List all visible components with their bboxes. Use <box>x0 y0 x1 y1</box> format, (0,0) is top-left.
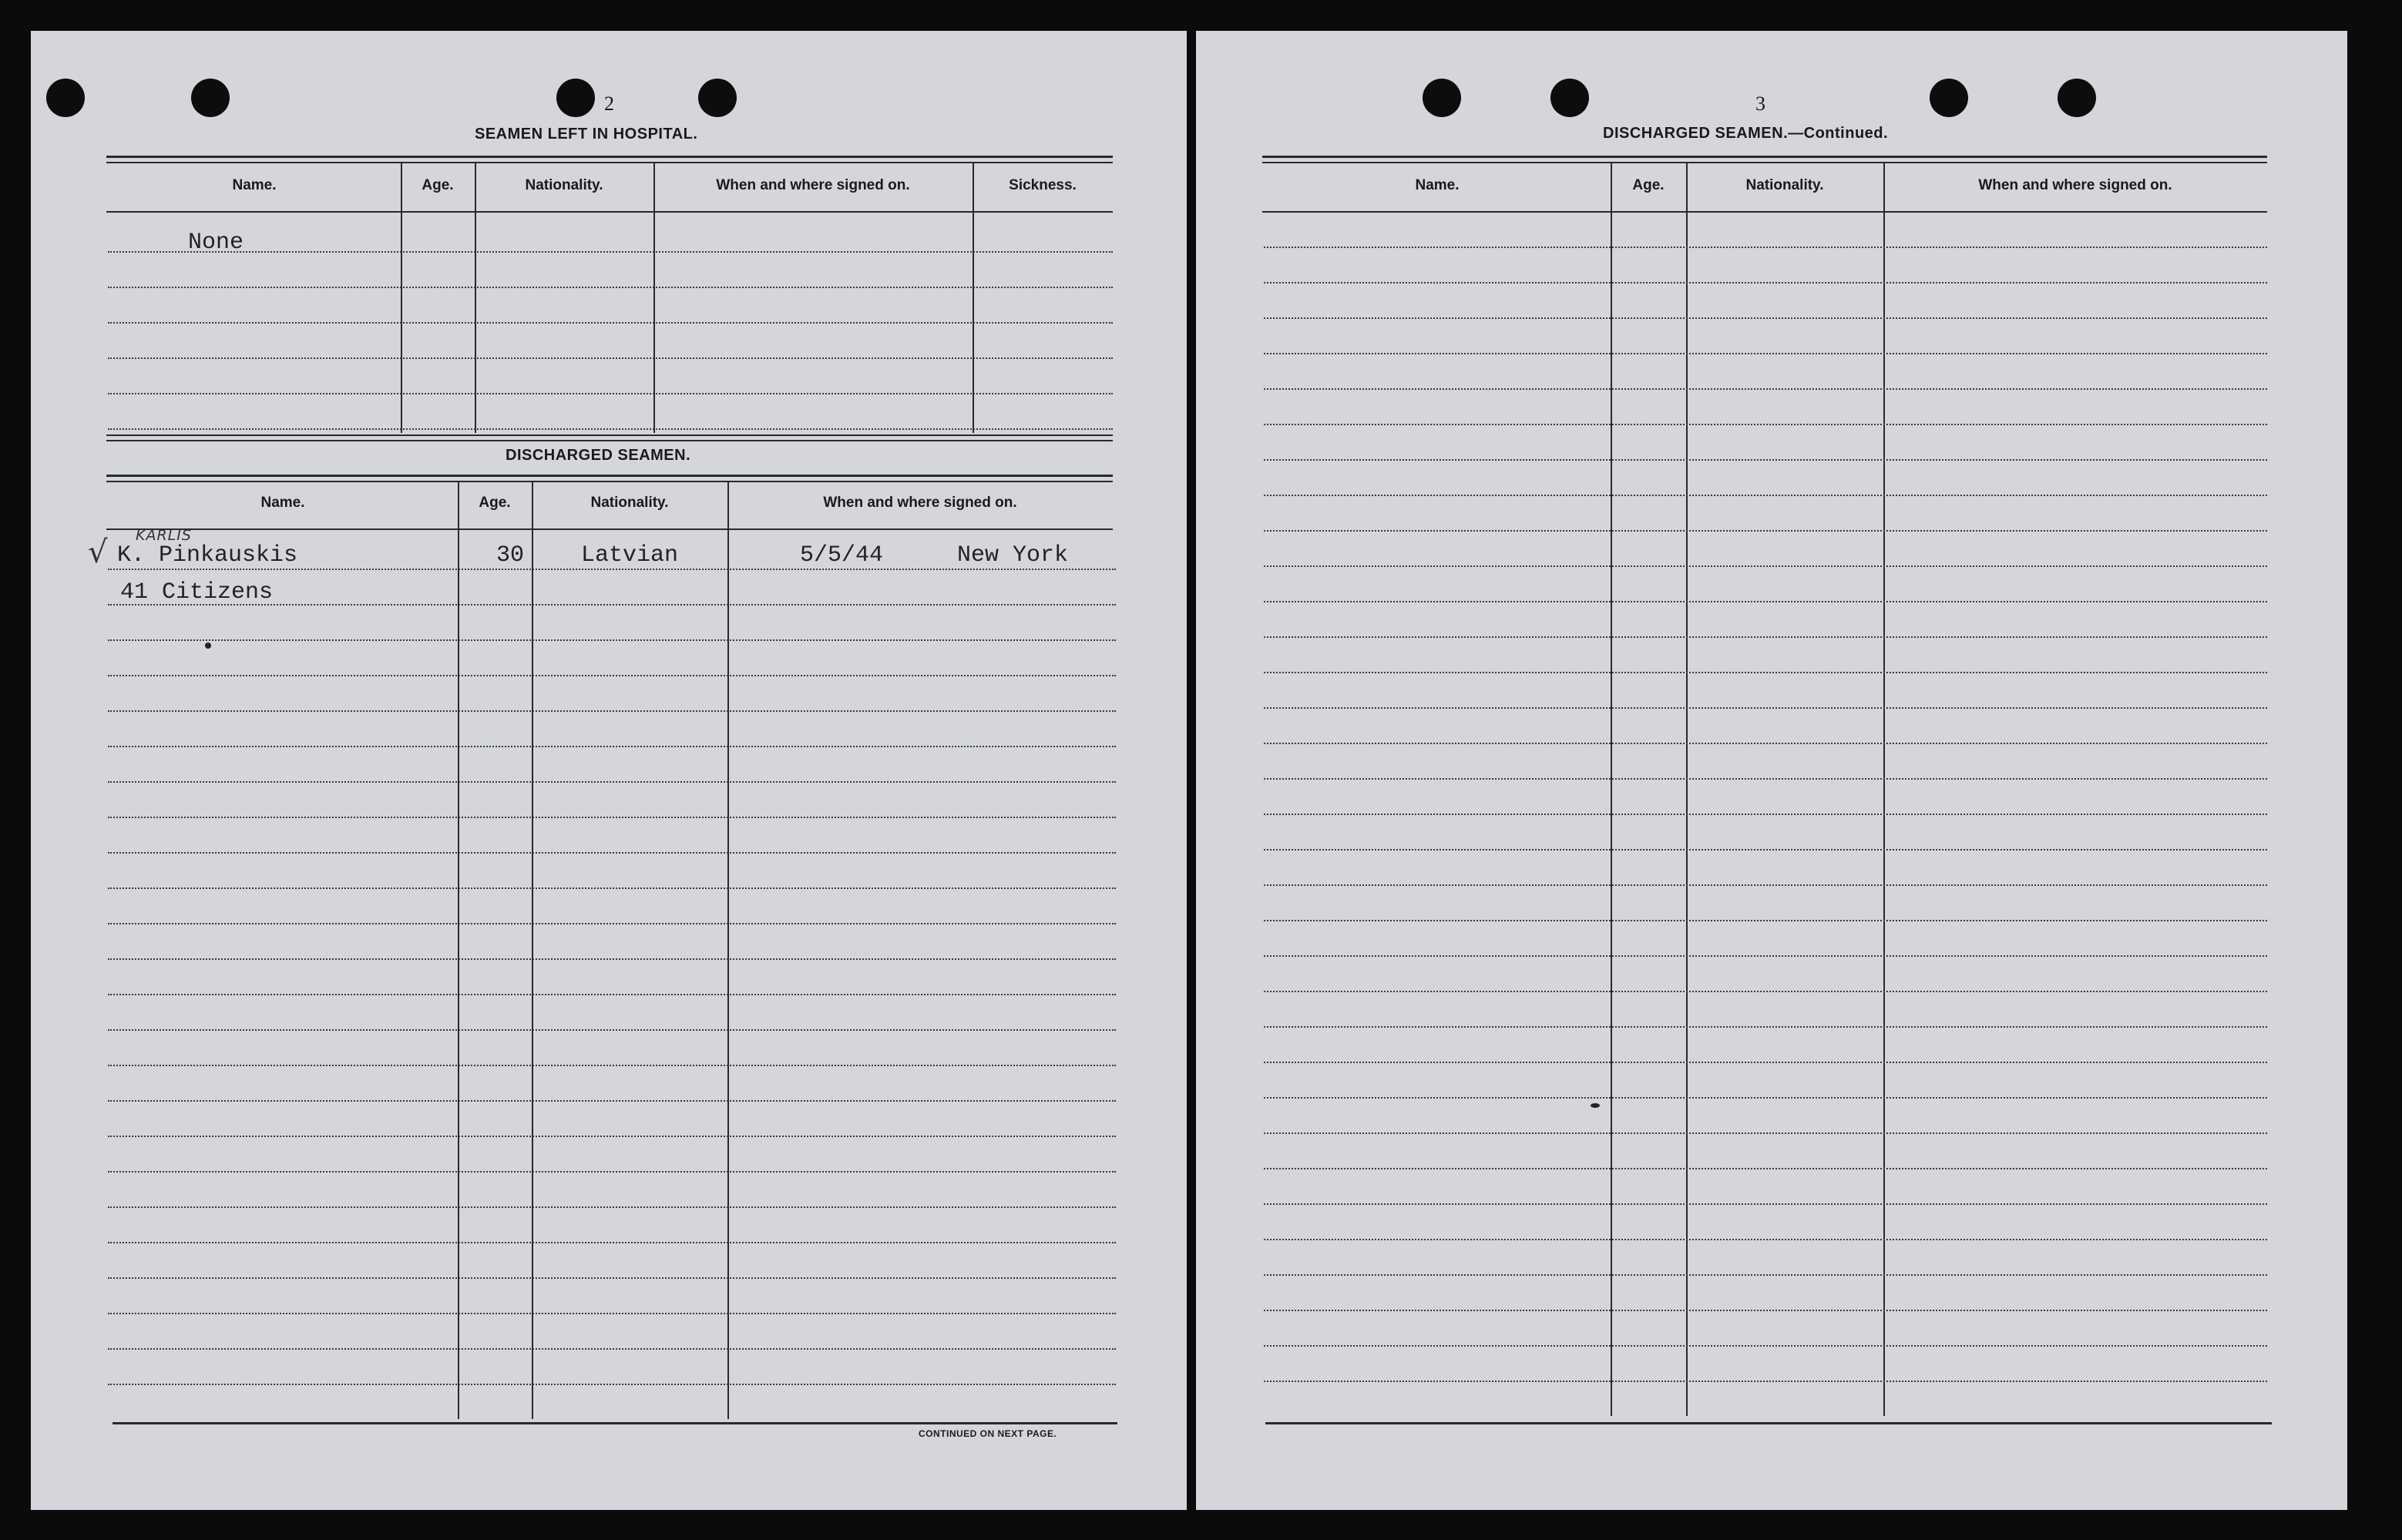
ruled-line <box>108 817 1116 818</box>
ruled-line <box>108 887 1116 889</box>
right-col-signed-on: When and where signed on. <box>1978 177 2172 193</box>
discharged-bottom-rule <box>113 1422 1117 1424</box>
hospital-entry-none: None <box>188 230 244 256</box>
hospital-col-signed-on: When and where signed on. <box>716 177 910 193</box>
ruled-line <box>108 428 1113 430</box>
ruled-line <box>108 675 1116 676</box>
hospital-col-name: Name. <box>232 177 277 193</box>
ruled-line <box>1264 317 2267 319</box>
column-divider <box>1611 163 1612 1416</box>
ruled-line <box>1264 1310 2267 1311</box>
ruled-line <box>1264 1345 2267 1347</box>
right-col-age: Age. <box>1632 177 1665 193</box>
discharged-continued-title: DISCHARGED SEAMEN.—Continued. <box>1603 125 1889 142</box>
ruled-line <box>108 393 1113 394</box>
ruled-line <box>108 923 1116 924</box>
ruled-line <box>108 958 1116 960</box>
ruled-line <box>108 994 1116 995</box>
column-divider <box>1883 163 1885 1416</box>
ruled-line <box>1264 565 2267 567</box>
ruled-line <box>1264 991 2267 992</box>
check-mark: √ <box>88 535 108 570</box>
ruled-line <box>1264 1097 2267 1099</box>
scan-speck <box>205 643 211 649</box>
punch-hole <box>1550 79 1589 117</box>
ruled-line <box>1264 920 2267 921</box>
ruled-line <box>108 287 1113 288</box>
discharged-top-rule-2 <box>106 481 1113 482</box>
hospital-bottom-rule-2 <box>106 440 1113 441</box>
ruled-line <box>108 1277 1116 1279</box>
punch-hole <box>556 79 595 117</box>
hospital-col-age: Age. <box>422 177 454 193</box>
ruled-line <box>1264 707 2267 709</box>
discharged-top-rule <box>106 475 1113 477</box>
right-col-nationality: Nationality. <box>1745 177 1824 193</box>
punch-hole <box>698 79 737 117</box>
ruled-line <box>1264 424 2267 425</box>
ruled-line <box>1264 1168 2267 1169</box>
ruled-line <box>1264 601 2267 602</box>
right-bottom-rule <box>1265 1422 2272 1424</box>
ruled-line <box>1264 247 2267 248</box>
ruled-line <box>108 1100 1116 1102</box>
ruled-line <box>1264 1274 2267 1276</box>
ruled-line <box>108 710 1116 712</box>
ruled-line <box>1264 1203 2267 1205</box>
ruled-line <box>108 639 1116 641</box>
punch-hole <box>2058 79 2096 117</box>
seaman-age: 30 <box>496 542 525 569</box>
hospital-header-rule <box>106 211 1113 213</box>
ruled-line <box>108 1206 1116 1208</box>
punch-hole <box>46 79 85 117</box>
ruled-line <box>108 251 1113 253</box>
ruled-line <box>108 1029 1116 1031</box>
continued-note: CONTINUED ON NEXT PAGE. <box>919 1428 1057 1439</box>
ruled-line <box>1264 778 2267 780</box>
seaman-name: K. Pinkauskis <box>117 542 298 569</box>
hospital-top-rule <box>106 156 1113 158</box>
ruled-line <box>1264 672 2267 673</box>
discharged-col-signed-on: When and where signed on. <box>823 495 1017 511</box>
ruled-line <box>108 1348 1116 1350</box>
page-number: 2 <box>604 92 614 115</box>
ruled-line <box>1264 636 2267 638</box>
ruled-line <box>1264 849 2267 851</box>
discharged-header-rule <box>106 528 1113 530</box>
scan-speck <box>1591 1103 1600 1108</box>
ruled-line <box>1264 1062 2267 1063</box>
ruled-line <box>108 1171 1116 1173</box>
ruled-line <box>1264 743 2267 744</box>
handwritten-first-name: KARLIS <box>136 527 192 544</box>
column-divider <box>1686 163 1688 1416</box>
ruled-line <box>1264 955 2267 957</box>
right-page <box>1196 31 2347 1510</box>
discharged-col-nationality: Nationality. <box>590 495 669 511</box>
seaman-nationality: Latvian <box>581 542 679 569</box>
punch-hole <box>191 79 230 117</box>
ruled-line <box>108 1384 1116 1385</box>
hospital-section-title: SEAMEN LEFT IN HOSPITAL. <box>475 126 698 143</box>
hospital-bottom-rule <box>106 434 1113 436</box>
seaman-signed-place: New York <box>957 542 1069 569</box>
ruled-line <box>108 1242 1116 1243</box>
ruled-line <box>1264 353 2267 354</box>
right-col-name: Name. <box>1415 177 1460 193</box>
right-top-rule-2 <box>1262 162 2267 163</box>
discharged-col-name: Name. <box>260 495 305 511</box>
hospital-top-rule-2 <box>106 162 1113 163</box>
ruled-line <box>108 569 1116 570</box>
ruled-line <box>108 1065 1116 1066</box>
ruled-line <box>1264 814 2267 815</box>
right-top-rule <box>1262 156 2267 158</box>
ruled-line <box>108 322 1113 324</box>
ruled-line <box>1264 530 2267 532</box>
discharged-col-age: Age. <box>479 495 511 511</box>
ruled-line <box>1264 495 2267 496</box>
hospital-col-sickness: Sickness. <box>1009 177 1077 193</box>
ruled-line <box>108 781 1116 783</box>
ruled-line <box>1264 884 2267 886</box>
page-number: 3 <box>1755 92 1765 115</box>
ruled-line <box>1264 459 2267 461</box>
hospital-col-nationality: Nationality. <box>525 177 603 193</box>
ruled-line <box>108 1313 1116 1314</box>
citizens-count: 41 Citizens <box>120 579 274 606</box>
seaman-signed-date: 5/5/44 <box>800 542 884 569</box>
ruled-line <box>1264 1381 2267 1382</box>
ruled-line <box>1264 1239 2267 1240</box>
ruled-line <box>1264 1026 2267 1028</box>
ruled-line <box>108 357 1113 359</box>
discharged-section-title: DISCHARGED SEAMEN. <box>506 447 691 464</box>
right-header-rule <box>1262 211 2267 213</box>
ruled-line <box>1264 388 2267 390</box>
ruled-line <box>1264 282 2267 284</box>
ruled-line <box>108 852 1116 854</box>
ruled-line <box>108 746 1116 747</box>
punch-hole <box>1423 79 1461 117</box>
punch-hole <box>1930 79 1968 117</box>
ruled-line <box>108 1136 1116 1137</box>
ruled-line <box>1264 1132 2267 1134</box>
